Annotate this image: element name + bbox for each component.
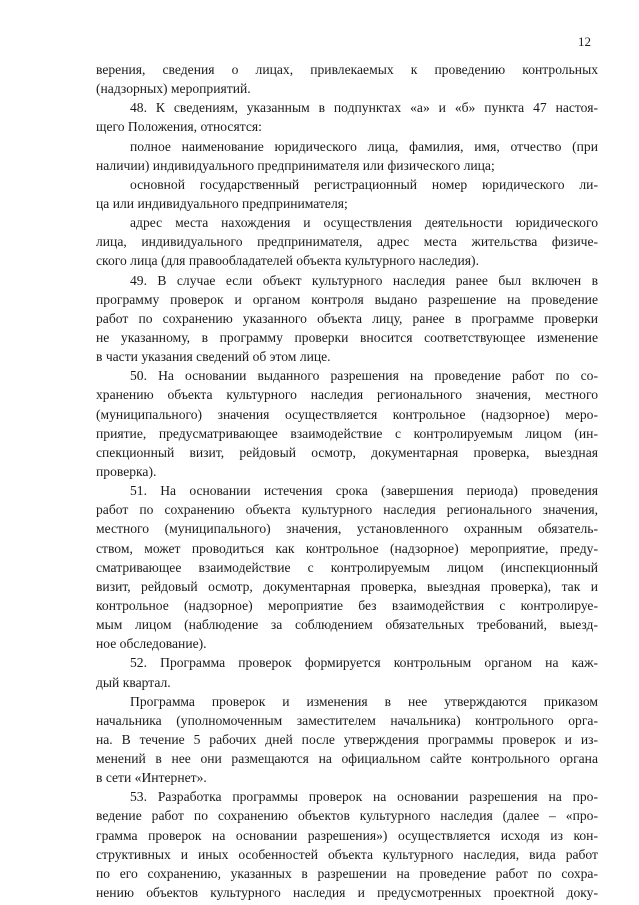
text-line: (надзорных) мероприятий. [96, 81, 251, 97]
text-line: сматривающее взаимодействие с контролируемым лицом (инспекционный [96, 559, 598, 575]
text-line: визит, рейдовый осмотр, документарная проверка, выездная проверка), так и [96, 578, 598, 594]
document-body [96, 60, 598, 902]
text-line: структивных и иных особенностей объекта культурного наследия, вида работ [96, 846, 598, 862]
text-line: приятие, предусматривающее взаимодействие с контролируемым лицом (ин- [96, 425, 598, 441]
text-line: ского лица (для правообладателей объекта культурного наследия). [96, 253, 479, 269]
text-line: спекционный визит, рейдовый осмотр, документарная проверка, выездная [96, 444, 598, 460]
text-line: в части указания сведений об этом лице. [96, 349, 331, 365]
page-number: 12 [578, 34, 591, 49]
text-line: на. В течение 5 рабочих дней после утверждения программы проверок и из- [96, 731, 598, 747]
text-line: в сети «Интернет». [96, 770, 207, 786]
text-line: контрольное (надзорное) мероприятие без взаимодействия с контролируе- [96, 597, 598, 613]
text-line: наличии) индивидуального предпринимателя или физического лица; [96, 157, 495, 173]
text-line: ведение работ по сохранению объектов культурного наследия (далее – «про- [96, 808, 598, 824]
text-line: по его сохранению, указанных в разрешении на проведение работ по сохра- [96, 865, 598, 881]
text-line: лица, индивидуального предпринимателя, адрес места жительства физиче- [96, 234, 598, 250]
text-line: нению объектов культурного наследия и предусмотренных проектной доку- [96, 885, 598, 901]
text-line: ством, может проводиться как контрольное (надзорное) мероприятие, преду- [96, 540, 598, 556]
text-line: работ по сохранению объекта культурного наследия регионального значения, [96, 502, 598, 518]
text-line: местного (муниципального) значения, установленного охранным обязатель- [96, 521, 598, 537]
text-line: мым лицом (наблюдение за соблюдением обязательных требований, выезд- [96, 617, 598, 633]
text-line: работ по сохранению указанного объекта лицу, ранее в программе проверки [96, 310, 598, 326]
text-line: (муниципального) значения осуществляется контрольное (надзорное) меро- [96, 406, 598, 422]
text-line: 48. К сведениям, указанным в подпунктах «а» и «б» пункта 47 настоя- [130, 100, 598, 116]
text-line: программу проверок и органом контроля выдано разрешение на проведение [96, 291, 598, 307]
text-line: 49. В случае если объект культурного наследия ранее был включен в [130, 272, 598, 288]
text-line: не указанному, в программу проверки вносится соответствующее изменение [96, 329, 598, 345]
text-line: 53. Разработка программы проверок на основании разрешения на про- [130, 789, 598, 805]
text-line: 52. Программа проверок формируется контрольным органом на каж- [130, 655, 598, 671]
text-line: грамма проверок на основании разрешения») осуществляется исходя из кон- [96, 827, 598, 843]
text-line: 50. На основании выданного разрешения на проведение работ по со- [130, 368, 598, 384]
text-line: хранению объекта культурного наследия регионального значения, местного [96, 387, 598, 403]
text-line: основной государственный регистрационный номер юридического ли- [130, 176, 598, 192]
text-line: менений в нее они размещаются на официальном сайте контрольного органа [96, 751, 598, 767]
text-line: Программа проверок и изменения в нее утверждаются приказом [130, 693, 598, 709]
text-line: начальника (уполномоченным заместителем начальника) контрольного орга- [96, 712, 598, 728]
text-line: щего Положения, относятся: [96, 119, 262, 135]
text-line: адрес места нахождения и осуществления деятельности юридического [130, 215, 598, 231]
text-line: ца или индивидуального предпринимателя; [96, 195, 348, 211]
text-line: верения, сведения о лицах, привлекаемых к проведению контрольных [96, 62, 598, 77]
text-line: полное наименование юридического лица, фамилия, имя, отчество (при [130, 138, 598, 154]
text-line: ное обследование). [96, 636, 207, 652]
text-line: 51. На основании истечения срока (завершения периода) проведения [130, 483, 598, 499]
text-line: дый квартал. [96, 674, 171, 690]
text-line: проверка). [96, 463, 157, 479]
